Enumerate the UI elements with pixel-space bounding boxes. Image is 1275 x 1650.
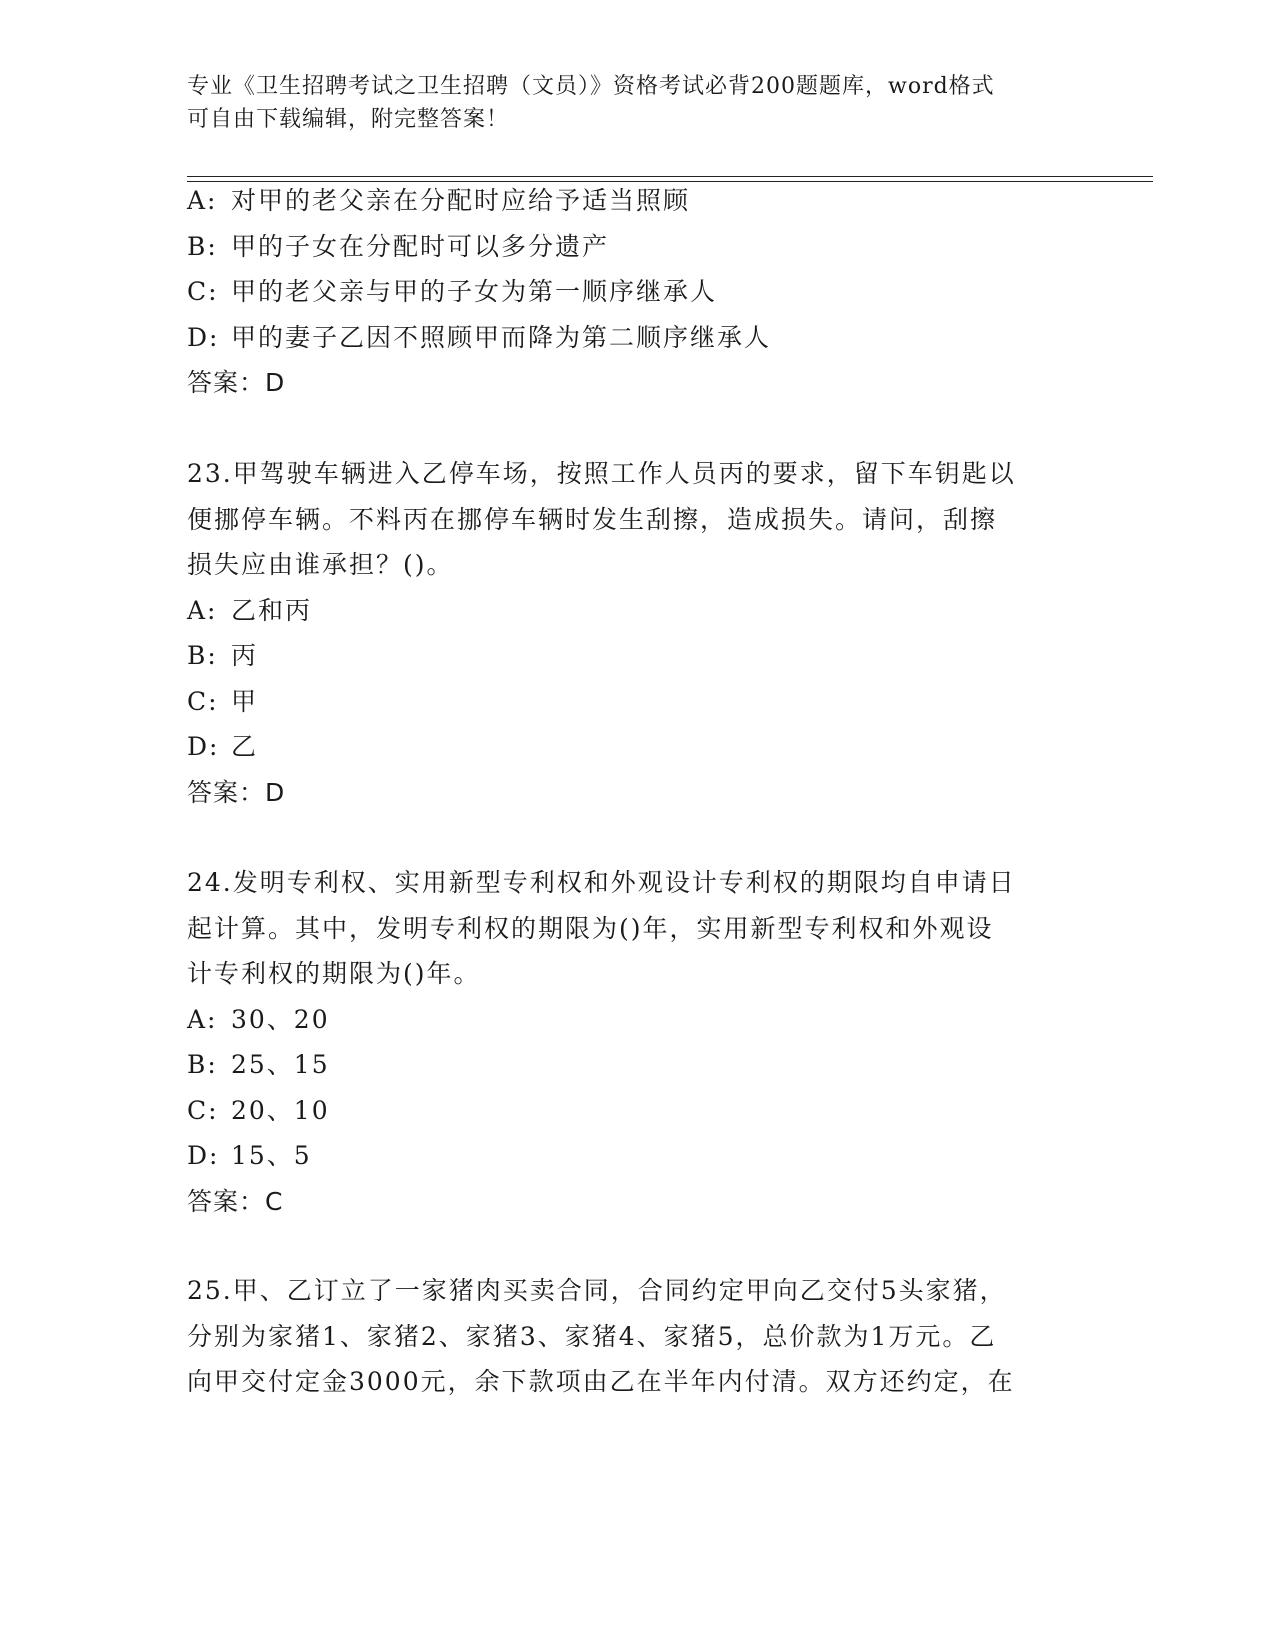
- question-stem-line: 分别为家猪1、家猪2、家猪3、家猪4、家猪5，总价款为1万元。乙: [187, 1321, 997, 1351]
- question-stem-line: 向甲交付定金3000元，余下款项由乙在半年内付清。双方还约定，在: [187, 1367, 1015, 1396]
- option-c: C: 甲: [187, 686, 259, 716]
- question-stem-line: 25.甲、乙订立了一家猪肉买卖合同，合同约定甲向乙交付5头家猪，: [187, 1276, 1007, 1305]
- question-stem-line: 23.甲驾驶车辆进入乙停车场，按照工作人员丙的要求，留下车钥匙以: [187, 459, 1016, 488]
- option-b: B: 丙: [187, 641, 259, 670]
- question-stem-line: 计专利权的期限为()年。: [187, 959, 481, 988]
- answer: 答案：C: [187, 1186, 284, 1216]
- header-line-2: 可自由下载编辑，附完整答案！: [187, 107, 510, 132]
- option-d: D: 15、5: [187, 1141, 312, 1170]
- answer: 答案：D: [187, 368, 286, 397]
- question-22: [187, 178, 1087, 406]
- question-25: [187, 1268, 1087, 1405]
- question-stem-line: 24.发明专利权、实用新型专利权和外观设计专利权的期限均自申请日: [187, 868, 1016, 897]
- option-d: D: 乙: [187, 732, 259, 761]
- option-b: B: 25、15: [187, 1050, 330, 1079]
- header-line-1: 专业《卫生招聘考试之卫生招聘（文员）》资格考试必背200题题库，word格式: [187, 74, 995, 99]
- document-header: [187, 70, 1087, 136]
- question-stem-line: 便挪停车辆。不料丙在挪停车辆时发生刮擦，造成损失。请问，刮擦: [187, 504, 998, 534]
- header-rule-top: [187, 176, 1153, 177]
- option-b: B: 甲的子女在分配时可以多分遗产: [187, 231, 610, 261]
- option-a: A: 乙和丙: [187, 595, 313, 625]
- option-c: C: 20、10: [187, 1095, 330, 1125]
- question-24: [187, 860, 1087, 1225]
- option-a: A: 对甲的老父亲在分配时应给予适当照顾: [187, 186, 691, 215]
- option-c: C: 甲的老父亲与甲的子女为第一顺序继承人: [187, 277, 718, 306]
- question-stem-line: 起计算。其中，发明专利权的期限为()年，实用新型专利权和外观设: [187, 913, 994, 943]
- option-a: A: 30、20: [187, 1004, 330, 1034]
- answer: 答案：D: [187, 777, 286, 807]
- question-stem-line: 损失应由谁承担？()。: [187, 550, 454, 579]
- option-d: D: 甲的妻子乙因不照顾甲而降为第二顺序继承人: [187, 322, 772, 352]
- question-23: [187, 451, 1087, 816]
